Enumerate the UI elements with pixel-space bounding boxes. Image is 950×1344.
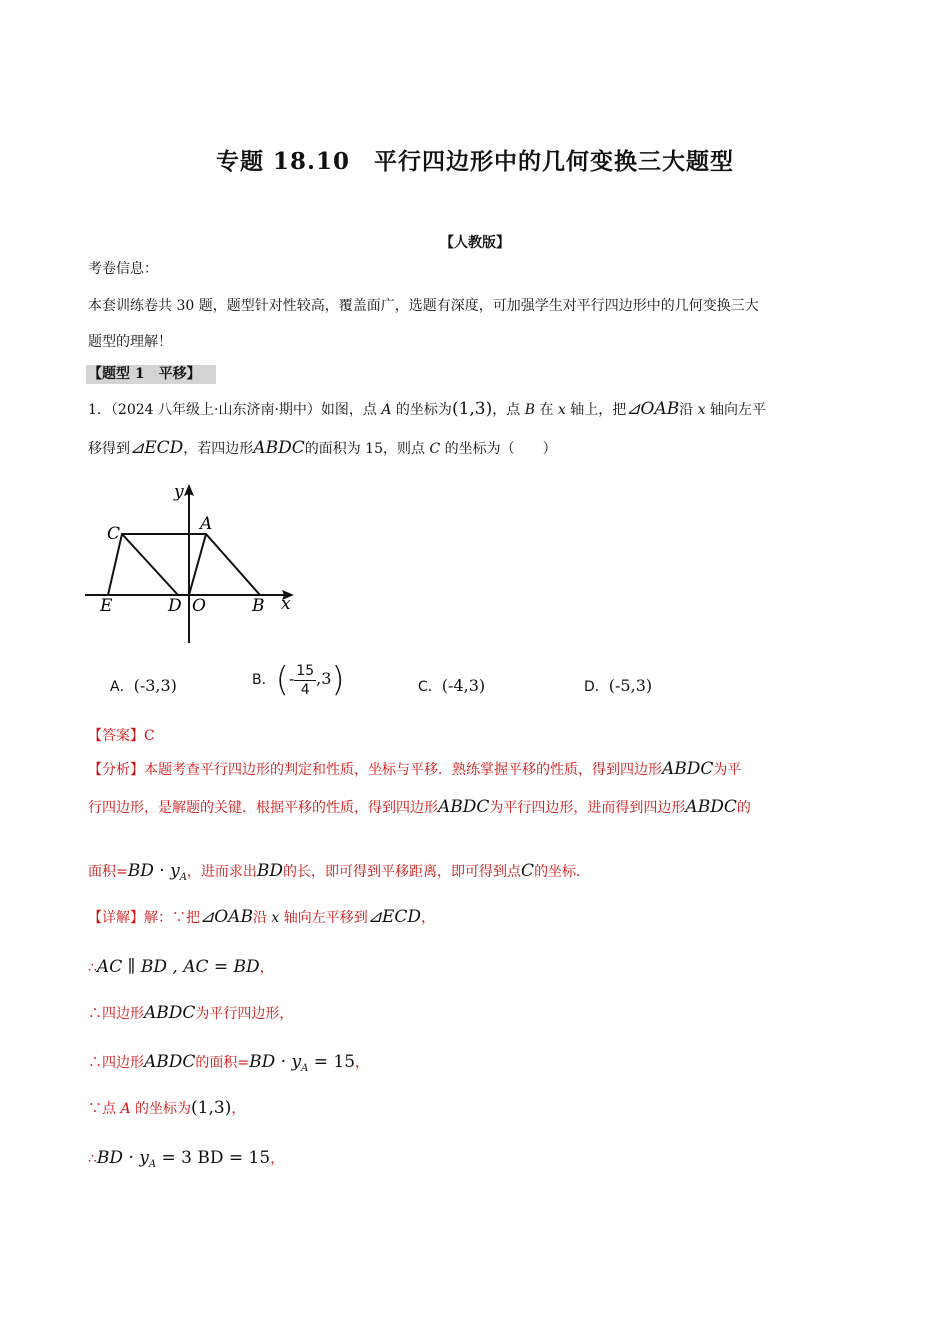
label-o: O [192, 596, 206, 616]
label-e: E [100, 596, 113, 616]
label-y: y [174, 482, 184, 502]
math-subscript: A [301, 1062, 309, 1074]
detail-line-1 [88, 907, 435, 927]
option-d[interactable] [584, 676, 652, 696]
segment-cd [122, 534, 178, 595]
coordinate: (1,3) [191, 1098, 232, 1118]
detail-text: ， [259, 960, 274, 976]
option-letter: A． [110, 679, 134, 695]
label-a: A [200, 514, 213, 534]
point-label: C [521, 861, 535, 881]
option-letter: B． [252, 672, 276, 688]
math-expression: BD · y [249, 1052, 302, 1072]
triangle-label: ⊿OAB [626, 399, 680, 419]
axis-label: x [271, 910, 280, 926]
analysis-text: 【分析】本题考查平行四边形的判定和性质，坐标与平移．熟练掌握平移的性质，得到四边形 [88, 762, 662, 778]
detail-text: 【详解】解：∵把 [88, 910, 200, 926]
edition-label: 【人教版】 [440, 235, 510, 251]
analysis-text: 为平 [713, 762, 742, 778]
fraction [294, 662, 316, 699]
fraction-denominator: 4 [300, 681, 310, 698]
detail-text: 沿 [252, 910, 272, 926]
axis-label: x [557, 402, 566, 418]
question-text: 的面积为 15，则点 [304, 441, 430, 457]
math-subscript: A [148, 1158, 157, 1170]
detail-line-4 [88, 1052, 369, 1074]
detail-text: ∴ [88, 1151, 97, 1167]
detail-text: ， [421, 910, 436, 926]
question-text: 沿 [679, 402, 698, 418]
math-expression: = 3 BD = 15 [156, 1148, 271, 1168]
fraction-numerator: 15 [296, 662, 315, 679]
analysis-text: 行四边形，是解题的关键．根据平移的性质，得到四边形 [88, 800, 438, 816]
option-value: (-5,3) [608, 676, 653, 695]
question-text: 的坐标为 [391, 402, 452, 418]
math-expression: AC ∥ BD , AC = BD [96, 957, 260, 977]
detail-text: ， [355, 1055, 370, 1071]
option-c[interactable] [418, 676, 485, 696]
coordinate: (1,3) [451, 399, 493, 419]
option-value: (-4,3) [441, 676, 486, 695]
analysis-text: 为平行四边形，进而得到四边形 [489, 800, 686, 816]
option-letter: D． [584, 679, 609, 695]
question-text: （2024 八年级上·山东济南·期中）如图，点 [110, 402, 382, 418]
detail-text: ∵点 [88, 1101, 121, 1117]
option-letter: C． [418, 679, 442, 695]
detail-text: ∴四边形 [88, 1006, 144, 1022]
axis-label: x [697, 402, 706, 418]
triangle-label: ⊿OAB [200, 907, 253, 927]
question-text: ，点 [492, 402, 525, 418]
question-text: 轴向左平 [705, 402, 767, 418]
geometry-figure [80, 478, 310, 648]
question-line-1 [88, 399, 766, 419]
quadrilateral-label: ABDC [662, 759, 714, 779]
detail-line-6 [88, 1148, 284, 1170]
intro-line-2: 题型的理解！ [88, 334, 172, 350]
open-paren: ( [275, 660, 289, 700]
analysis-text: ，进而求出 [186, 864, 257, 880]
point-label: A [120, 1101, 131, 1117]
quadrilateral-label: ABDC [253, 438, 305, 458]
point-label: B [524, 402, 535, 418]
detail-text: ， [270, 1151, 285, 1167]
page-title: 专题 18.10 平行四边形中的几何变换三大题型 [215, 148, 735, 175]
label-c: C [107, 524, 121, 544]
point-label: C [429, 441, 441, 457]
question-line-2 [88, 438, 557, 458]
detail-text: 的面积= [195, 1055, 250, 1071]
section-tag: 【题型 1 平移】 [86, 365, 216, 384]
option-b[interactable] [252, 660, 345, 700]
question-number: 1． [88, 402, 111, 418]
option-value: ,3 [316, 669, 332, 688]
analysis-line-3 [88, 861, 590, 883]
close-paren: ) [331, 660, 345, 700]
label-b: B [252, 596, 265, 616]
exam-info-label: 考卷信息： [88, 261, 158, 277]
option-value: (-3,3) [133, 676, 177, 695]
quadrilateral-label: ABDC [144, 1003, 196, 1023]
analysis-text: 的长，即可得到平移距离，即可得到点 [283, 864, 522, 880]
intro-line-1: 本套训练卷共 30 题，题型针对性较高，覆盖面广，选题有深度，可加强学生对平行四边形中的几何变换三大 [88, 298, 759, 314]
segment-oa [189, 534, 206, 595]
triangle-label: ⊿ECD [367, 907, 422, 927]
detail-text: 为平行四边形， [195, 1006, 294, 1022]
detail-line-5 [88, 1098, 245, 1118]
detail-text: ， [231, 1101, 246, 1117]
question-text: 轴上，把 [565, 402, 627, 418]
answer: 【答案】C [88, 728, 155, 744]
detail-line-3 [88, 1003, 293, 1023]
analysis-text: 的 [736, 800, 751, 816]
option-a[interactable] [110, 676, 177, 696]
question-text: 在 [535, 402, 558, 418]
analysis-text: 面积= [88, 864, 128, 880]
detail-text: 的坐标为 [130, 1101, 192, 1117]
option-sign: - [288, 669, 295, 688]
detail-text: 轴向左平移到 [279, 910, 368, 926]
quadrilateral-label: ABDC [438, 797, 490, 817]
detail-line-2 [88, 957, 274, 977]
question-text: ，若四边形 [183, 441, 254, 457]
question-text: 移得到 [88, 441, 130, 457]
math-expression: BD [256, 861, 284, 881]
detail-text: ∴四边形 [88, 1055, 144, 1071]
quadrilateral-label: ABDC [685, 797, 737, 817]
math-expression: BD · y [96, 1148, 149, 1168]
label-x: x [281, 594, 291, 614]
analysis-text: 的坐标． [534, 864, 591, 880]
point-label: A [381, 402, 392, 418]
quadrilateral-label: ABDC [144, 1052, 196, 1072]
detail-text: ∴ [88, 960, 97, 976]
math-subscript: A [179, 871, 187, 883]
label-d: D [168, 596, 182, 616]
triangle-label: ⊿ECD [130, 438, 184, 458]
math-expression: BD · y [127, 861, 180, 881]
analysis-line-2 [88, 797, 751, 817]
question-text: 的坐标为（ ） [440, 441, 557, 457]
analysis-line-1 [88, 759, 741, 779]
math-expression: = 15 [308, 1052, 356, 1072]
